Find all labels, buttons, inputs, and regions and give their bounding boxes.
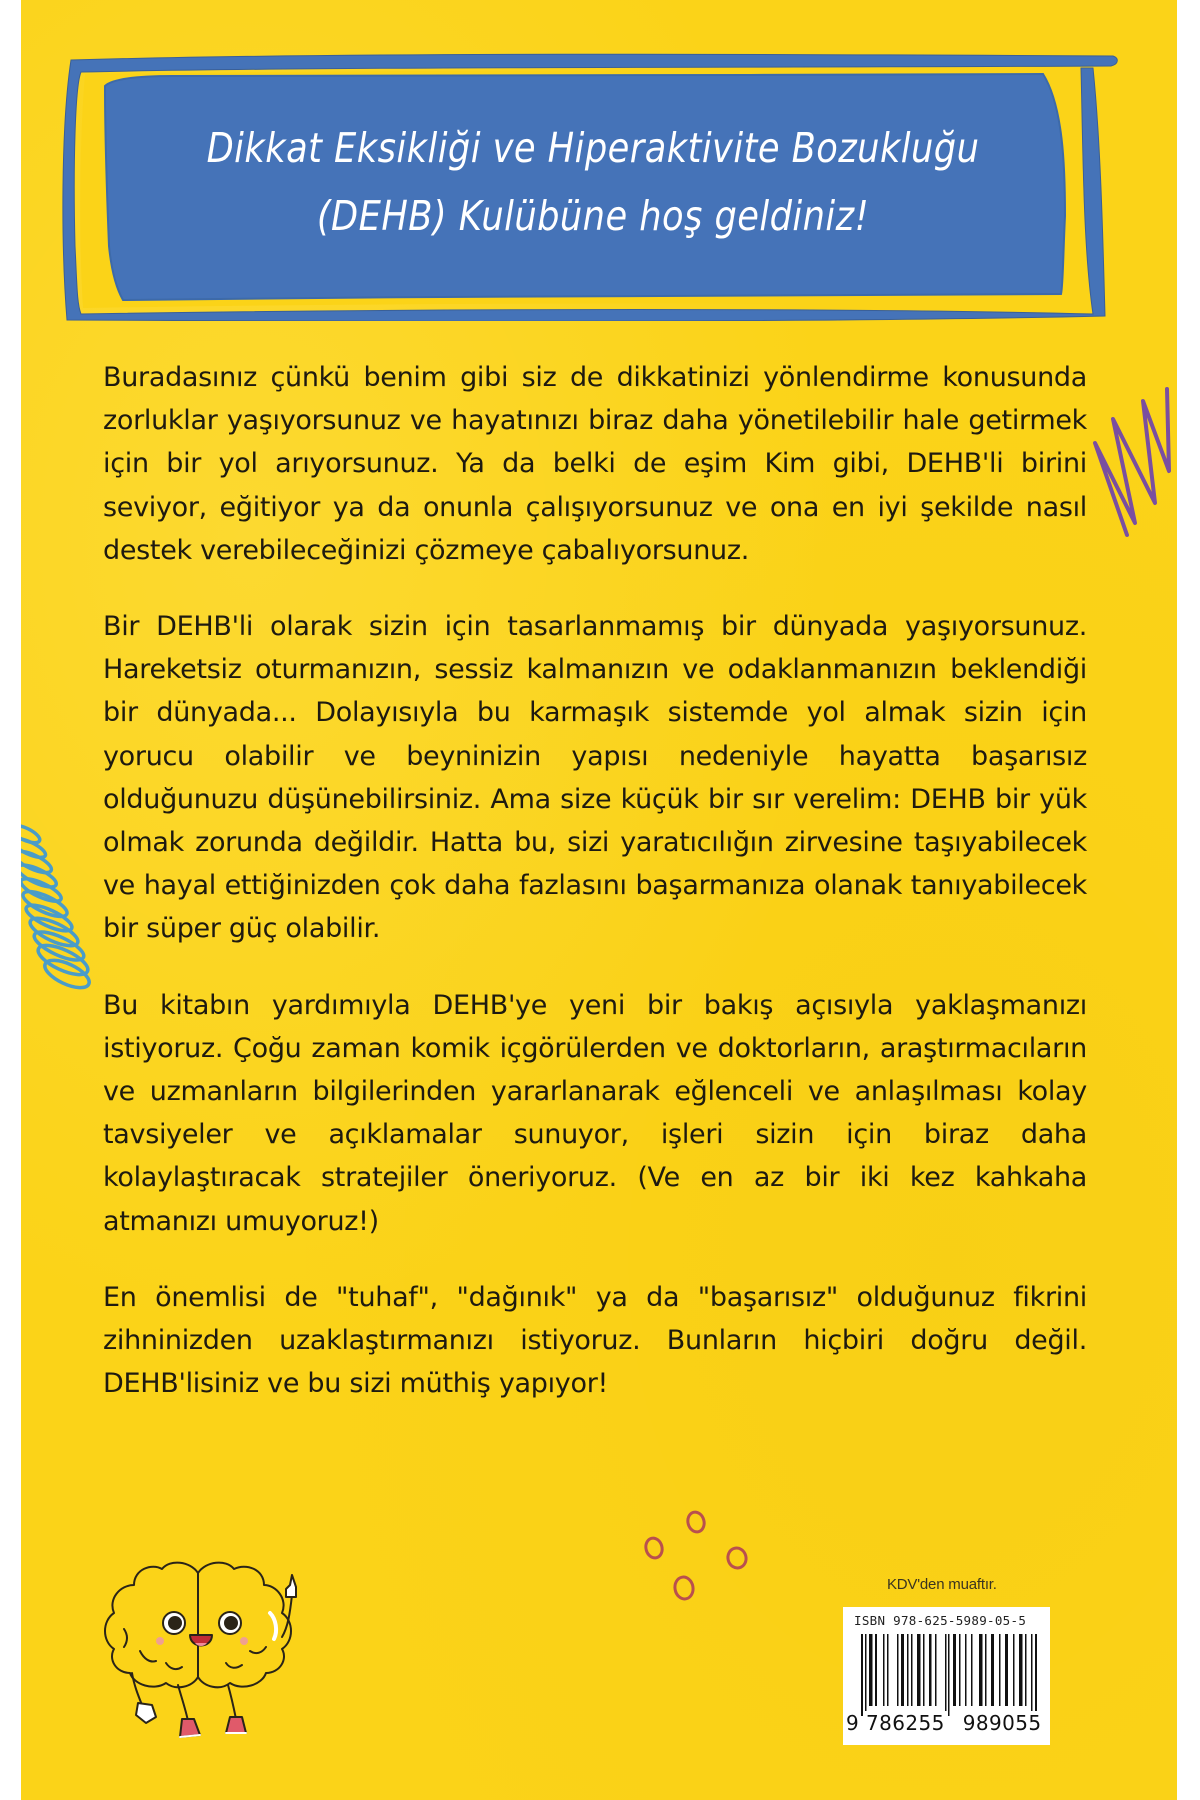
circles-doodle-icon [641, 1508, 781, 1608]
book-back-cover [21, 0, 1177, 1800]
paragraph-3: Bu kitabın yardımıyla DEHB'ye yeni bir bakış açısıyla yaklaşmanızı istiyoruz. Çoğu zaman komik içgörülerden ve doktorların, araştırmacıların ve uzmanların bilgilerinden yararlanarak eğlenceli ve anlaşılması kolay tavsiyeler ve açıklamalar sunuyor, işleri sizin için biraz daha kolaylaştıracak stratejiler öneriyoruz. (Ve en az bir iki kez kahkaha atmanızı umuyoruz!) [103, 989, 1087, 1237]
paragraph-4: En önemlisi de "tuhaf", "dağınık" ya da "başarısız" olduğunuz fikrini zihninizden uzaklaştırmanızı istiyoruz. Bunların hiçbiri doğru değil. DEHB'lisiniz ve bu sizi müthiş yapıyor! [103, 1281, 1087, 1400]
body-text [103, 356, 1087, 1438]
tax-exempt-note: KDV'den muaftır. [887, 1576, 997, 1593]
spiral-scribble-icon [21, 822, 96, 997]
barcode-lead-digit: 9 [846, 1711, 860, 1735]
paragraph-1: Buradasınız çünkü benim gibi siz de dikkatinizi yönlendirme konusunda zorluklar yaşıyorsunuz ve hayatınızı biraz daha yönetilebilir hale getirmek için bir yol arıyorsunuz. Ya da belki de eşim Kim gibi, DEHB'li birini seviyor, eğitiyor ya da onunla çalışıyorsunuz ve ona en iyi şekilde nasıl destek verebileceğinizi çözmeye çabalıyorsunuz. [103, 362, 1087, 566]
banner-title [172, 114, 1015, 250]
barcode-digits [846, 1711, 1046, 1735]
brain-character-icon [100, 1555, 300, 1745]
banner-title-line-1: Dikkat Eksikliği ve Hiperaktivite Bozukluğu [206, 124, 980, 172]
isbn-label: ISBN 978-625-5989-05-5 [854, 1613, 1027, 1628]
zigzag-scribble-icon [1091, 385, 1177, 540]
barcode-bars-icon [857, 1634, 1041, 1716]
isbn-barcode [843, 1607, 1050, 1745]
paragraph-2: Bir DEHB'li olarak sizin için tasarlanmamış bir dünyada yaşıyorsunuz. Hareketsiz oturmanızın, sessiz kalmanızın ve odaklanmanızın beklendiği bir dünyada... Dolayısıyla bu karmaşık sistemde yol almak sizin için yorucu olabilir ve beyninizin yapısı nedeniyle hayatta başarısız olduğunuzu düşünebilirsiniz. Ama size küçük bir sır verelim: DEHB bir yük olmak zorunda değildir. Hatta bu, sizi yaratıcılığın zirvesine taşıyabilecek ve hayal ettiğinizden çok daha fazlasını başarmanıza olanak tanıyabilecek bir süper güç olabilir. [103, 611, 1087, 945]
barcode-group-2: 989055 [962, 1711, 1042, 1735]
title-banner [53, 46, 1125, 316]
banner-title-line-2: (DEHB) Kulübüne hoş geldiniz! [316, 192, 870, 240]
barcode-group-1: 786255 [866, 1711, 945, 1735]
